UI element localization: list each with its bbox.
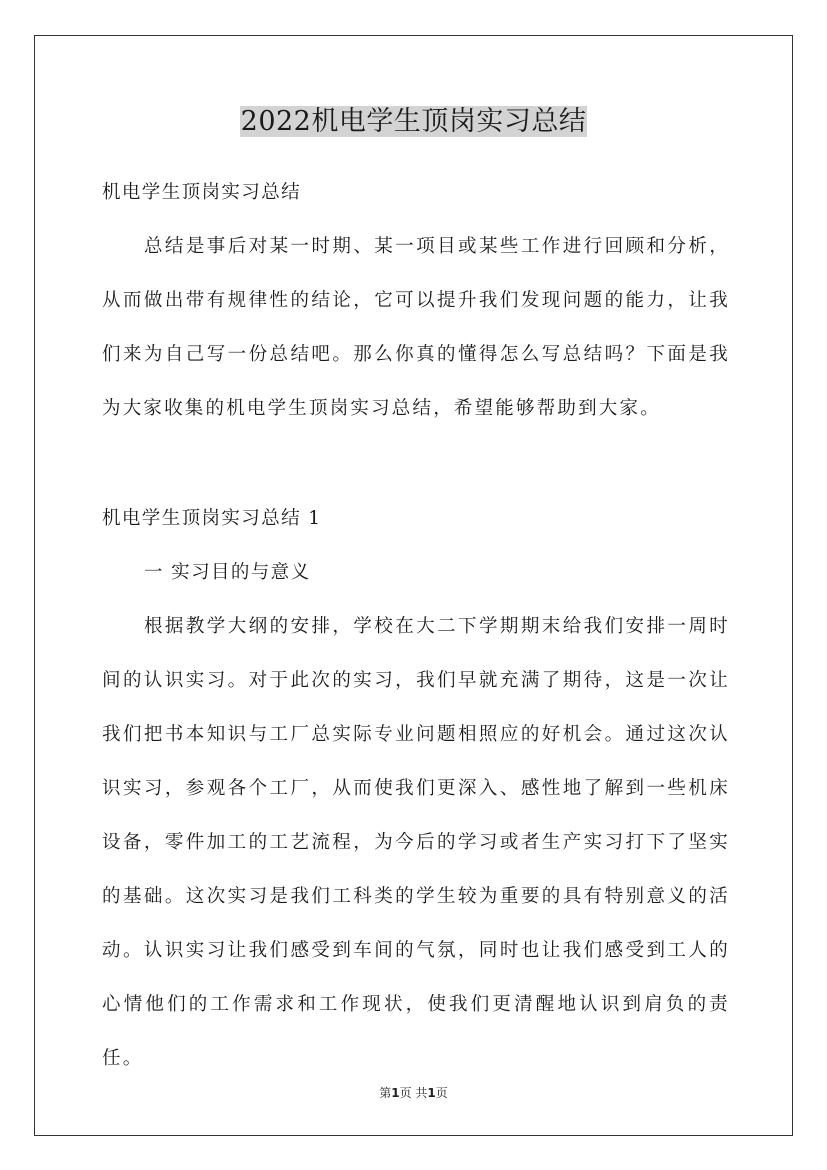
footer-suffix: 页 bbox=[435, 1086, 448, 1100]
footer-current-page: 1 bbox=[391, 1086, 400, 1100]
document-subtitle: 机电学生顶岗实习总结 bbox=[102, 182, 302, 203]
document-title-text: 2022机电学生顶岗实习总结 bbox=[240, 106, 587, 137]
footer-prefix: 第 bbox=[379, 1086, 392, 1100]
body-paragraph: 根据教学大纲的安排，学校在大二下学期期末给我们安排一周时间的认识实习。对于此次的实习，我们早就充满了期待，这是一次让我们把书本知识与工厂总实际专业问题相照应的好机会。通过这次认识实习，参观各个工厂，从而使我们更深入、感性地了解到一些机床设备，零件加工的工艺流程，为今后的学习或者生产实习打下了坚实的基础。这次实习是我们工科类的学生较为重要的具有特别意义的活动。认识实习让我们感受到车间的气氛，同时也让我们感受到工人的心情他们的工作需求和工作现状，使我们更清醒地认识到肩负的责任。 bbox=[102, 616, 730, 1069]
document-title bbox=[0, 102, 827, 142]
subsection-heading: 一 实习目的与意义 bbox=[144, 562, 311, 583]
footer-mid: 页 共 bbox=[399, 1086, 428, 1100]
footer-total-pages: 1 bbox=[427, 1086, 436, 1100]
section-heading: 机电学生顶岗实习总结 1 bbox=[102, 508, 322, 529]
intro-paragraph: 总结是事后对某一时期、某一项目或某些工作进行回顾和分析，从而做出带有规律性的结论，它可以提升我们发现问题的能力，让我们来为自己写一份总结吧。那么你真的懂得怎么写总结吗？下面是我为大家收集的机电学生顶岗实习总结，希望能够帮助到大家。 bbox=[102, 236, 730, 419]
page-footer bbox=[0, 1084, 827, 1101]
